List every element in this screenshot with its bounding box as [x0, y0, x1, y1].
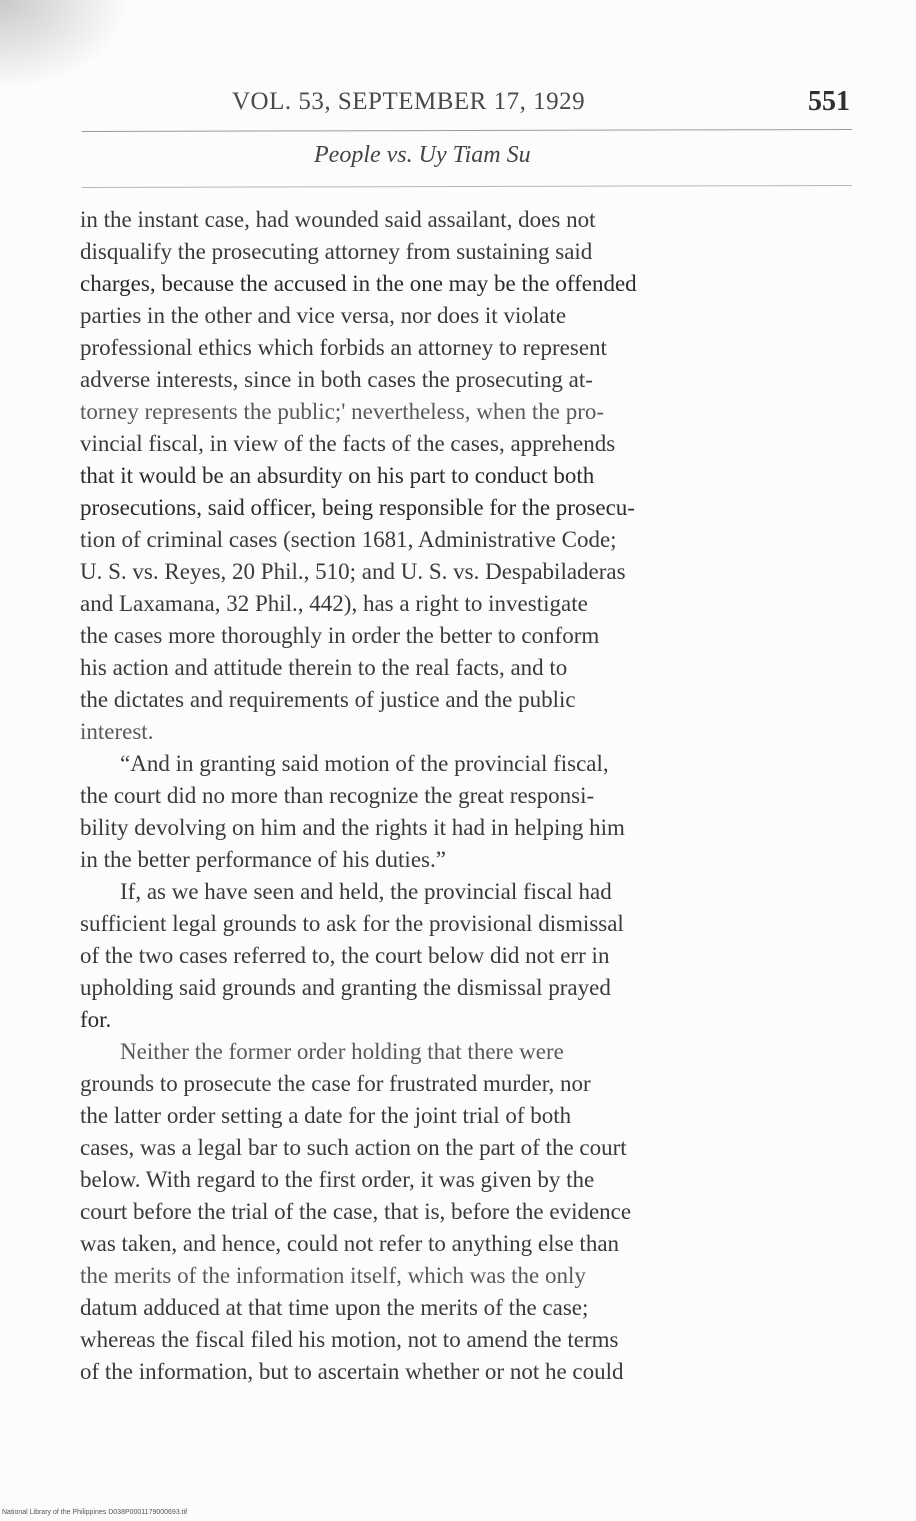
text-line: that it would be an absurdity on his part to conduct both [80, 463, 595, 488]
text-line: parties in the other and vice versa, nor does it violate [80, 303, 567, 328]
text-line: Neither the former order holding that there were [120, 1039, 564, 1064]
header-rule-bottom [82, 185, 852, 188]
text-line: vincial fiscal, in view of the facts of the cases, apprehends [80, 431, 616, 456]
text-line: the court did no more than recognize the great responsi- [80, 783, 595, 808]
text-line: whereas the fiscal filed his motion, not to amend the terms [80, 1327, 619, 1352]
text-line: and Laxamana, 32 Phil., 442), has a right to investigate [80, 591, 588, 616]
text-line: for. [80, 1007, 112, 1032]
case-title: People vs. Uy Tiam Su [314, 142, 531, 168]
text-line: bility devolving on him and the rights it had in helping him [80, 815, 625, 840]
text-line: torney represents the public;' nevertheless, when the pro- [80, 399, 605, 424]
running-head: VOL. 53, SEPTEMBER 17, 1929 [232, 88, 586, 115]
scan-source-footer: National Library of the Philippines D038P0001179000693.tif [2, 1509, 188, 1516]
text-line: of the information, but to ascertain whether or not he could [80, 1359, 624, 1384]
text-line: disqualify the prosecuting attorney from sustaining said [80, 239, 593, 264]
text-line: of the two cases referred to, the court below did not err in [80, 943, 610, 968]
text-line: his action and attitude therein to the real facts, and to [80, 655, 568, 680]
text-line: the cases more thoroughly in order the better to conform [80, 623, 600, 648]
text-line: in the better performance of his duties.” [80, 847, 446, 872]
scan-shadow [0, 0, 130, 90]
text-line: datum adduced at that time upon the merits of the case; [80, 1295, 589, 1320]
text-line: “And in granting said motion of the provincial fiscal, [120, 751, 609, 776]
text-line: court before the trial of the case, that is, before the evidence [80, 1199, 632, 1224]
text-line: the dictates and requirements of justice and the public [80, 687, 576, 712]
text-line: in the instant case, had wounded said assailant, does not [80, 207, 596, 232]
text-line: the merits of the information itself, which was the only [80, 1263, 586, 1288]
page-number: 551 [808, 86, 850, 117]
text-line: below. With regard to the first order, it was given by the [80, 1167, 595, 1192]
text-line: charges, because the accused in the one may be the offended [80, 271, 637, 296]
text-line: tion of criminal cases (section 1681, Administrative Code; [80, 527, 617, 552]
text-line: upholding said grounds and granting the dismissal prayed [80, 975, 611, 1000]
text-line: sufficient legal grounds to ask for the provisional dismissal [80, 911, 624, 936]
text-line: U. S. vs. Reyes, 20 Phil., 510; and U. S. vs. Despabiladeras [80, 559, 626, 584]
text-line: was taken, and hence, could not refer to anything else than [80, 1231, 620, 1256]
header-rule-top [82, 129, 852, 132]
text-line: interest. [80, 719, 154, 744]
text-line: cases, was a legal bar to such action on the part of the court [80, 1135, 627, 1160]
text-line: grounds to prosecute the case for frustrated murder, nor [80, 1071, 591, 1096]
text-line: If, as we have seen and held, the provincial fiscal had [120, 879, 612, 904]
text-line: adverse interests, since in both cases the prosecuting at- [80, 367, 593, 392]
text-line: professional ethics which forbids an attorney to represent [80, 335, 607, 360]
text-line: the latter order setting a date for the joint trial of both [80, 1103, 572, 1128]
text-line: prosecutions, said officer, being responsible for the prosecu- [80, 495, 635, 520]
